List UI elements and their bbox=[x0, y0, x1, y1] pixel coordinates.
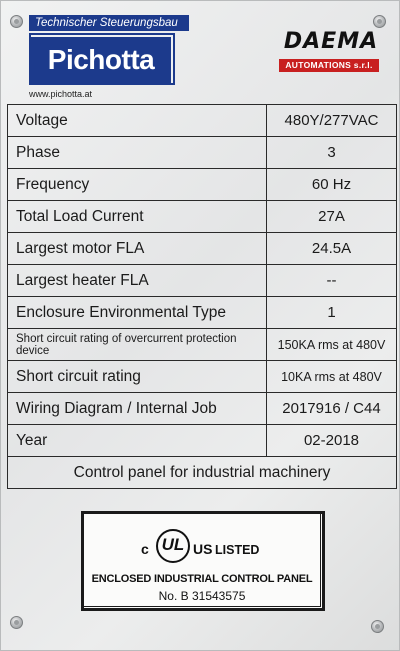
spec-label: Enclosure Environmental Type bbox=[8, 297, 267, 329]
spec-value: -- bbox=[267, 265, 397, 297]
spec-label: Largest heater FLA bbox=[8, 265, 267, 297]
spec-value: 480Y/277VAC bbox=[267, 105, 397, 137]
partner-subtitle: AUTOMATIONS s.r.l. bbox=[279, 59, 379, 72]
spec-row bbox=[8, 265, 397, 297]
screw-bottom-right bbox=[371, 620, 384, 633]
spec-row bbox=[8, 425, 397, 457]
screw-bottom-left bbox=[10, 616, 23, 629]
manufacturer-logo: Pichotta bbox=[31, 37, 171, 85]
us-mark: US bbox=[193, 541, 213, 557]
ul-logo-icon: UL bbox=[156, 529, 190, 563]
spec-row bbox=[8, 393, 397, 425]
spec-row bbox=[8, 201, 397, 233]
spec-label: Year bbox=[8, 425, 267, 457]
spec-value: 27A bbox=[267, 201, 397, 233]
spec-value: 2017916 / C44 bbox=[267, 393, 397, 425]
spec-row bbox=[8, 329, 397, 361]
spec-value: 60 Hz bbox=[267, 169, 397, 201]
spec-value: 02-2018 bbox=[267, 425, 397, 457]
spec-label: Total Load Current bbox=[8, 201, 267, 233]
certification-category: ENCLOSED INDUSTRIAL CONTROL PANEL bbox=[91, 573, 313, 585]
screw-top-left bbox=[10, 15, 23, 28]
spec-row bbox=[8, 137, 397, 169]
panel-description: Control panel for industrial machinery bbox=[8, 457, 397, 489]
spec-row bbox=[8, 105, 397, 137]
spec-value: 1 bbox=[267, 297, 397, 329]
partner-logo: DAEMA bbox=[283, 29, 379, 54]
spec-label: Largest motor FLA bbox=[8, 233, 267, 265]
manufacturer-website: www.pichotta.at bbox=[29, 89, 93, 99]
manufacturer-tagline: Technischer Steuerungsbau bbox=[29, 15, 189, 31]
spec-value: 10KA rms at 480V bbox=[267, 361, 397, 393]
listed-text: LISTED bbox=[215, 543, 260, 557]
spec-label: Wiring Diagram / Internal Job bbox=[8, 393, 267, 425]
spec-row bbox=[8, 297, 397, 329]
spec-label: Phase bbox=[8, 137, 267, 169]
certification-number: No. B 31543575 bbox=[158, 589, 246, 603]
spec-value: 150KA rms at 480V bbox=[267, 329, 397, 361]
spec-table bbox=[7, 104, 397, 489]
spec-label: Frequency bbox=[8, 169, 267, 201]
canada-mark: c bbox=[141, 541, 149, 557]
spec-row bbox=[8, 361, 397, 393]
spec-row bbox=[8, 169, 397, 201]
spec-value: 3 bbox=[267, 137, 397, 169]
screw-top-right bbox=[373, 15, 386, 28]
spec-row bbox=[8, 233, 397, 265]
spec-value: 24.5A bbox=[267, 233, 397, 265]
spec-label: Short circuit rating of overcurrent protection device bbox=[8, 329, 267, 361]
spec-label: Voltage bbox=[8, 105, 267, 137]
description-row bbox=[8, 457, 397, 489]
spec-label: Short circuit rating bbox=[8, 361, 267, 393]
